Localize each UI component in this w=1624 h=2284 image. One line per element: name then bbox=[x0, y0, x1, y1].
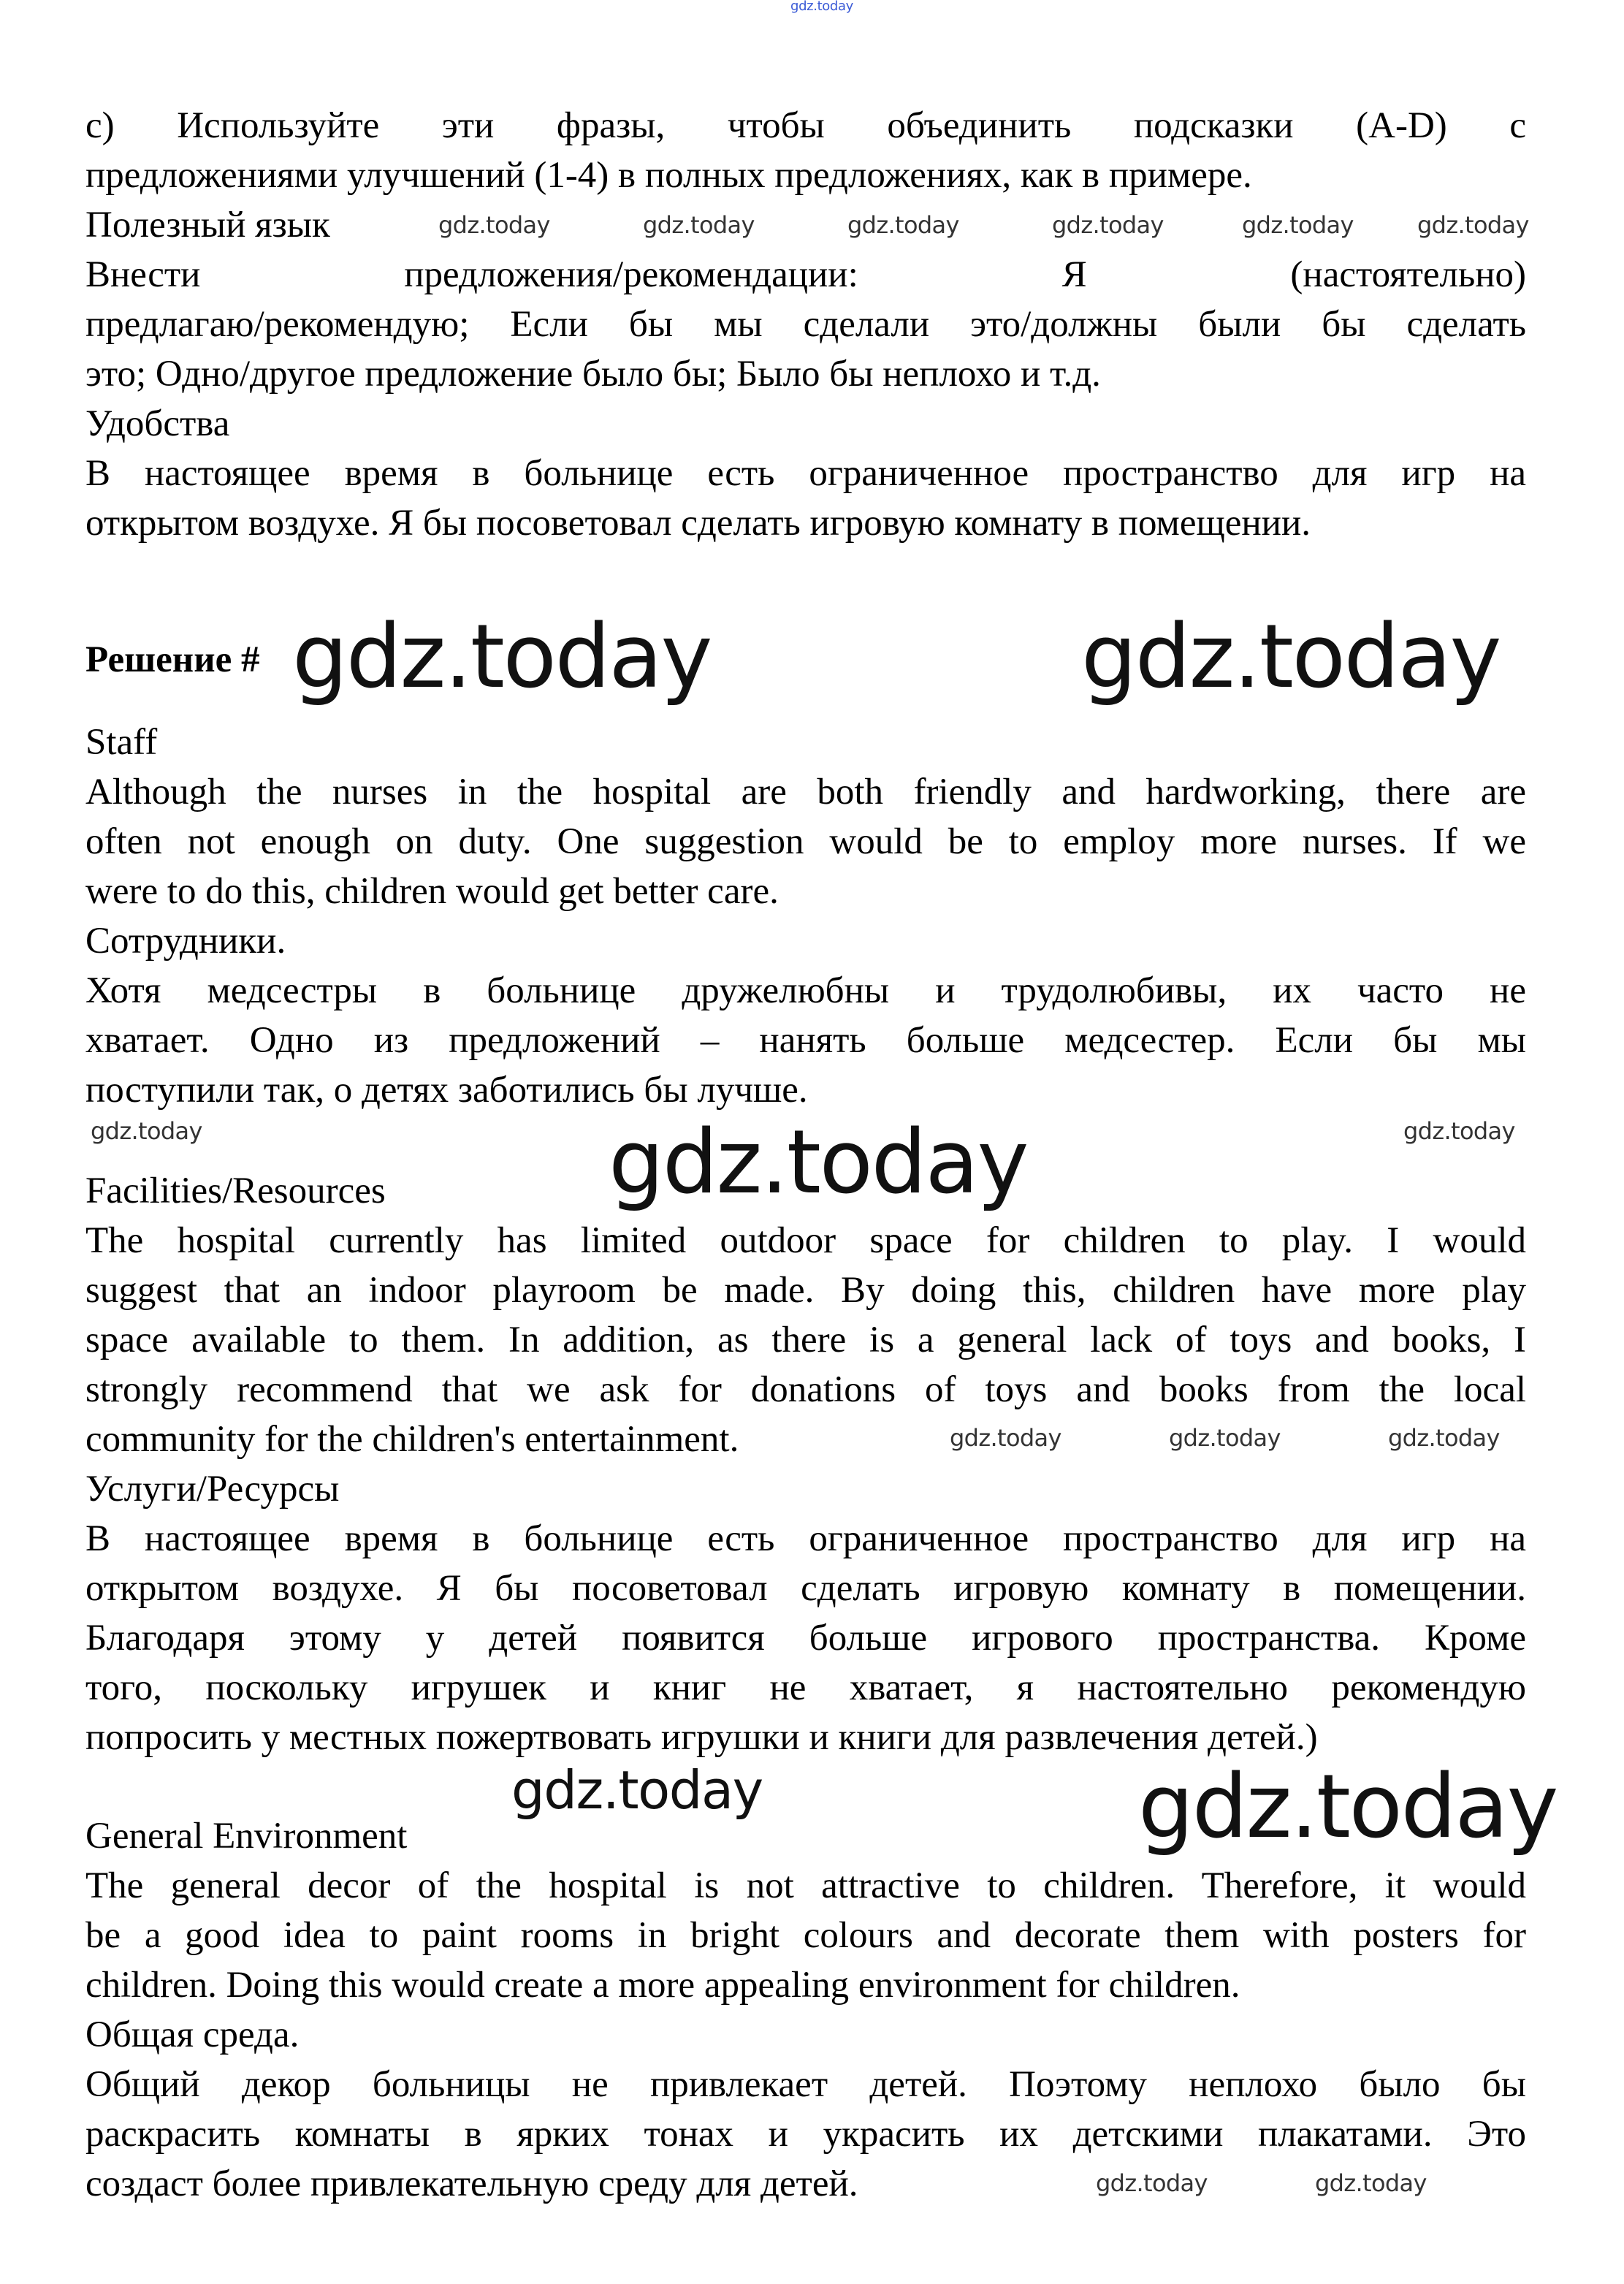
watermark: gdz.today bbox=[438, 211, 550, 239]
watermark: gdz.today bbox=[1388, 1424, 1500, 1452]
text-line: того, поскольку игрушек и книг не хватает, я настоятельно рекомендую bbox=[85, 1667, 1526, 1708]
watermark: gdz.today bbox=[91, 1117, 202, 1145]
section-heading: Полезный язык bbox=[85, 205, 330, 245]
watermark: gdz.today bbox=[609, 1112, 1028, 1214]
section-heading: Общая среда. bbox=[85, 2014, 300, 2055]
watermark: gdz.today bbox=[1081, 606, 1501, 708]
text-line: открытом воздухе. Я бы посоветовал сделать игровую комнату в помещении. bbox=[85, 1568, 1526, 1609]
watermark: gdz.today bbox=[1403, 1117, 1515, 1145]
watermark: gdz.today bbox=[511, 1759, 763, 1821]
text-line: Внести предложения/рекомендации: Я (настоятельно) bbox=[85, 254, 1526, 295]
text-line: community for the children's entertainment. bbox=[85, 1419, 739, 1460]
section-heading: General Environment bbox=[85, 1816, 408, 1857]
watermark: gdz.today bbox=[1242, 211, 1354, 239]
section-heading: Сотрудники. bbox=[85, 921, 286, 962]
text-line: were to do this, children would get better care. bbox=[85, 871, 779, 912]
watermark: gdz.today bbox=[292, 606, 712, 708]
text-line: хватает. Одно из предложений – нанять больше медсестер. Если бы мы bbox=[85, 1020, 1526, 1061]
text-line: The hospital currently has limited outdoor space for children to play. I would bbox=[85, 1220, 1526, 1261]
text-line: это; Одно/другое предложение было бы; Было бы неплохо и т.д. bbox=[85, 354, 1101, 395]
watermark: gdz.today bbox=[643, 211, 755, 239]
section-heading: Staff bbox=[85, 722, 158, 763]
text-line: В настоящее время в больнице есть ограниченное пространство для игр на bbox=[85, 453, 1526, 494]
text-line: предлагаю/рекомендую; Если бы мы сделали это/должны были бы сделать bbox=[85, 304, 1526, 345]
text-line: В настоящее время в больнице есть ограниченное пространство для игр на bbox=[85, 1518, 1526, 1559]
task-text bbox=[85, 101, 1526, 548]
watermark: gdz.today bbox=[950, 1424, 1061, 1452]
section-heading: Удобства bbox=[85, 403, 230, 444]
text-line: открытом воздухе. Я бы посоветовал сделать игровую комнату в помещении. bbox=[85, 503, 1311, 544]
watermark: gdz.today bbox=[1169, 1424, 1281, 1452]
facilities-section bbox=[85, 1166, 1526, 1762]
staff-section bbox=[85, 717, 1526, 1115]
text-line: попросить у местных пожертвовать игрушки и книги для развлечения детей.) bbox=[85, 1717, 1318, 1758]
text-line: The general decor of the hospital is not attractive to children. Therefore, it would bbox=[85, 1865, 1526, 1906]
watermark: gdz.today bbox=[1138, 1756, 1558, 1858]
watermark: gdz.today bbox=[847, 211, 959, 239]
watermark: gdz.today bbox=[1096, 2169, 1208, 2197]
text-line: Общий декор больницы не привлекает детей. Поэтому неплохо было бы bbox=[85, 2064, 1526, 2105]
text-line: c) Используйте эти фразы, чтобы объединить подсказки (A-D) с bbox=[85, 105, 1526, 146]
text-line: раскрасить комнаты в ярких тонах и украсить их детскими плакатами. Это bbox=[85, 2114, 1526, 2155]
watermark: gdz.today bbox=[1417, 211, 1529, 239]
text-line: Хотя медсестры в больнице дружелюбны и трудолюбивы, их часто не bbox=[85, 970, 1526, 1011]
text-line: be a good idea to paint rooms in bright colours and decorate them with posters for bbox=[85, 1915, 1526, 1956]
text-line: strongly recommend that we ask for donations of toys and books from the local bbox=[85, 1369, 1526, 1410]
text-line: Благодаря этому у детей появится больше игрового пространства. Кроме bbox=[85, 1618, 1526, 1659]
text-line: children. Doing this would create a more appealing environment for children. bbox=[85, 1965, 1240, 2006]
watermark: gdz.today bbox=[1052, 211, 1164, 239]
text-line: suggest that an indoor playroom be made. By doing this, children have more play bbox=[85, 1270, 1526, 1311]
text-line: поступили так, о детях заботились бы лучше. bbox=[85, 1070, 808, 1111]
watermark: gdz.today bbox=[790, 0, 853, 14]
text-line: создаст более привлекательную среду для детей. bbox=[85, 2163, 858, 2204]
solution-label: Решение # bbox=[85, 639, 260, 680]
text-line: предложениями улучшений (1-4) в полных предложениях, как в примере. bbox=[85, 155, 1252, 196]
section-heading: Facilities/Resources bbox=[85, 1170, 386, 1211]
text-line: space available to them. In addition, as there is a general lack of toys and books, I bbox=[85, 1320, 1526, 1360]
watermark: gdz.today bbox=[1315, 2169, 1427, 2197]
text-line: Although the nurses in the hospital are both friendly and hardworking, there are bbox=[85, 772, 1526, 812]
text-line: often not enough on duty. One suggestion would be to employ more nurses. If we bbox=[85, 821, 1526, 862]
environment-section bbox=[85, 1811, 1526, 2209]
section-heading: Услуги/Ресурсы bbox=[85, 1469, 340, 1510]
